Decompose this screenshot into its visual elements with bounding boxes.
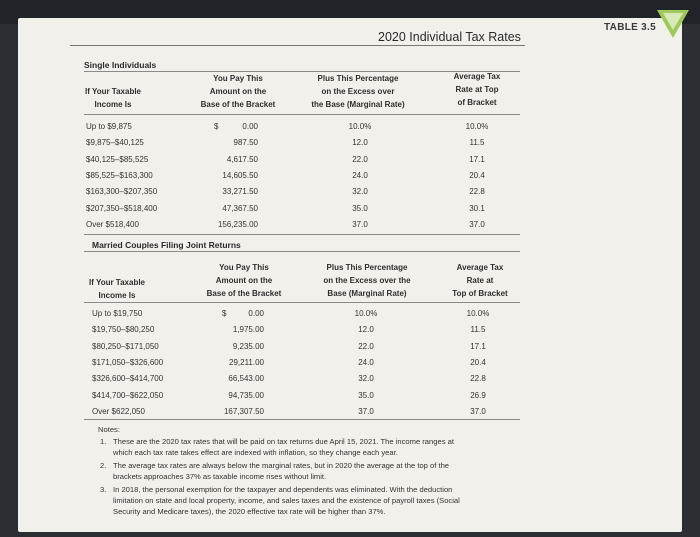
- base-amount-cell: 94,735.00: [228, 390, 264, 400]
- average-rate-cell: 20.4: [470, 357, 486, 367]
- note-number: 3.: [100, 485, 107, 494]
- marginal-rate-cell: 12.0: [358, 325, 374, 335]
- marginal-rate-cell: 22.0: [352, 154, 368, 164]
- average-rate-cell: 17.1: [470, 341, 486, 351]
- notes-title: Notes:: [98, 425, 120, 434]
- section-title-single: Single Individuals: [84, 60, 157, 70]
- title-rule: [70, 45, 525, 46]
- income-range-cell: $326,600–$414,700: [92, 374, 164, 384]
- base-amount-cell: 987.50: [233, 138, 258, 148]
- income-range-cell: $40,125–$85,525: [86, 154, 149, 164]
- header-rule: [84, 302, 520, 303]
- income-range-cell: $414,700–$622,050: [92, 390, 164, 400]
- base-amount-cell: 167,307.50: [223, 406, 264, 416]
- note-text-line: which each tax rate takes effect are indexed with inflation, so they change each year.: [113, 448, 398, 457]
- marginal-rate-cell: 35.0: [352, 203, 368, 213]
- marginal-rate-cell: 37.0: [352, 219, 368, 229]
- average-rate-cell: 37.0: [469, 219, 485, 229]
- base-amount-cell: 47,367.50: [222, 203, 258, 213]
- marginal-rate-cell: 35.0: [358, 390, 374, 400]
- col-header-base: You Pay This Amount on the Base of the Bracket: [200, 74, 276, 109]
- note-text-line: limitation on state and local property, income, and sales taxes and the existence of payroll taxes (Social: [113, 496, 460, 505]
- marginal-rate-cell: 32.0: [352, 187, 368, 197]
- base-amount-cell: 0.00: [242, 122, 258, 131]
- note-text-line: These are the 2020 tax rates that will be paid on tax returns due April 15, 2021. The income ranges at: [113, 437, 454, 446]
- marginal-rate-cell: 10.0%: [348, 122, 372, 131]
- income-range-cell: Over $518,400: [86, 219, 139, 229]
- section-rule: [84, 419, 520, 420]
- income-range-cell: Up to $9,875: [86, 122, 132, 131]
- col-header-income: If Your Taxable Income Is: [84, 87, 141, 109]
- marginal-rate-cell: 37.0: [358, 406, 374, 416]
- base-amount-cell: 14,605.50: [222, 170, 258, 180]
- average-rate-cell: 10.0%: [465, 122, 489, 131]
- base-amount-cell: 4,617.50: [226, 154, 258, 164]
- income-range-cell: $171,050–$326,600: [92, 357, 164, 367]
- marginal-rate-cell: 24.0: [358, 357, 374, 367]
- page-title: 2020 Individual Tax Rates: [378, 30, 521, 44]
- base-amount-cell: 29,211.00: [229, 357, 264, 367]
- average-rate-cell: 17.1: [469, 154, 485, 164]
- col-header-base: You Pay This Amount on the Base of the Bracket: [206, 263, 282, 298]
- income-range-cell: $80,250–$171,050: [92, 341, 159, 351]
- currency-symbol: $: [214, 122, 219, 131]
- currency-symbol: $: [222, 309, 227, 318]
- income-range-cell: $85,525–$163,300: [86, 170, 153, 180]
- note-number: 1.: [100, 437, 107, 446]
- base-amount-cell: 9,235.00: [232, 341, 264, 351]
- header-rule: [84, 114, 520, 115]
- note-number: 2.: [100, 461, 107, 470]
- marginal-rate-cell: 24.0: [352, 170, 368, 180]
- marginal-rate-cell: 22.0: [358, 341, 374, 351]
- section-title-married: Married Couples Filing Joint Returns: [92, 240, 241, 250]
- average-rate-cell: 20.4: [469, 170, 485, 180]
- average-rate-cell: 37.0: [470, 406, 486, 416]
- col-header-income: If Your Taxable Income Is: [88, 278, 145, 300]
- income-range-cell: Over $622,050: [92, 406, 145, 416]
- section-rule: [84, 234, 520, 235]
- marginal-rate-cell: 32.0: [358, 374, 374, 384]
- average-rate-cell: 26.9: [470, 390, 486, 400]
- income-range-cell: $207,350–$518,400: [86, 203, 158, 213]
- marginal-rate-cell: 10.0%: [354, 309, 378, 318]
- income-range-cell: Up to $19,750: [92, 309, 143, 318]
- base-amount-cell: 66,543.00: [228, 374, 264, 384]
- note-text-line: Security and Medicare taxes), the 2020 effective tax rate will be higher than 37%.: [113, 507, 386, 516]
- col-header-average: Average Tax Rate at Top of Bracket: [453, 72, 501, 107]
- marginal-rate-cell: 12.0: [352, 138, 368, 148]
- income-range-cell: $163,300–$207,350: [86, 187, 158, 197]
- col-header-marginal: Plus This Percentage on the Excess over the Base (Marginal Rate): [323, 263, 411, 298]
- average-rate-cell: 11.5: [470, 325, 486, 335]
- base-amount-cell: 156,235.00: [217, 219, 258, 229]
- average-rate-cell: 22.8: [469, 187, 485, 197]
- income-range-cell: $19,750–$80,250: [92, 325, 155, 335]
- average-rate-cell: 10.0%: [466, 309, 490, 318]
- note-text-line: brackets approaches 37% as taxable income rises without limit.: [113, 472, 327, 481]
- table-label: TABLE 3.5: [604, 22, 656, 33]
- average-rate-cell: 11.5: [469, 138, 485, 148]
- note-text-line: The average tax rates are always below the marginal rates, but in 2020 the average at the top of the: [113, 461, 450, 470]
- note-text-line: In 2018, the personal exemption for the taxpayer and dependents was eliminated. With the deduction: [113, 485, 453, 494]
- base-amount-cell: 33,271.50: [222, 187, 258, 197]
- average-rate-cell: 22.8: [470, 374, 486, 384]
- col-header-average: Average Tax Rate at Top of Bracket: [452, 263, 508, 298]
- income-range-cell: $9,875–$40,125: [86, 138, 144, 148]
- corner-tab-inner-icon: [663, 13, 683, 30]
- base-amount-cell: 1,975.00: [232, 325, 264, 335]
- col-header-marginal: Plus This Percentage on the Excess over the Base (Marginal Rate): [311, 74, 405, 109]
- base-amount-cell: 0.00: [248, 309, 264, 318]
- section-rule: [84, 251, 520, 252]
- average-rate-cell: 30.1: [469, 203, 485, 213]
